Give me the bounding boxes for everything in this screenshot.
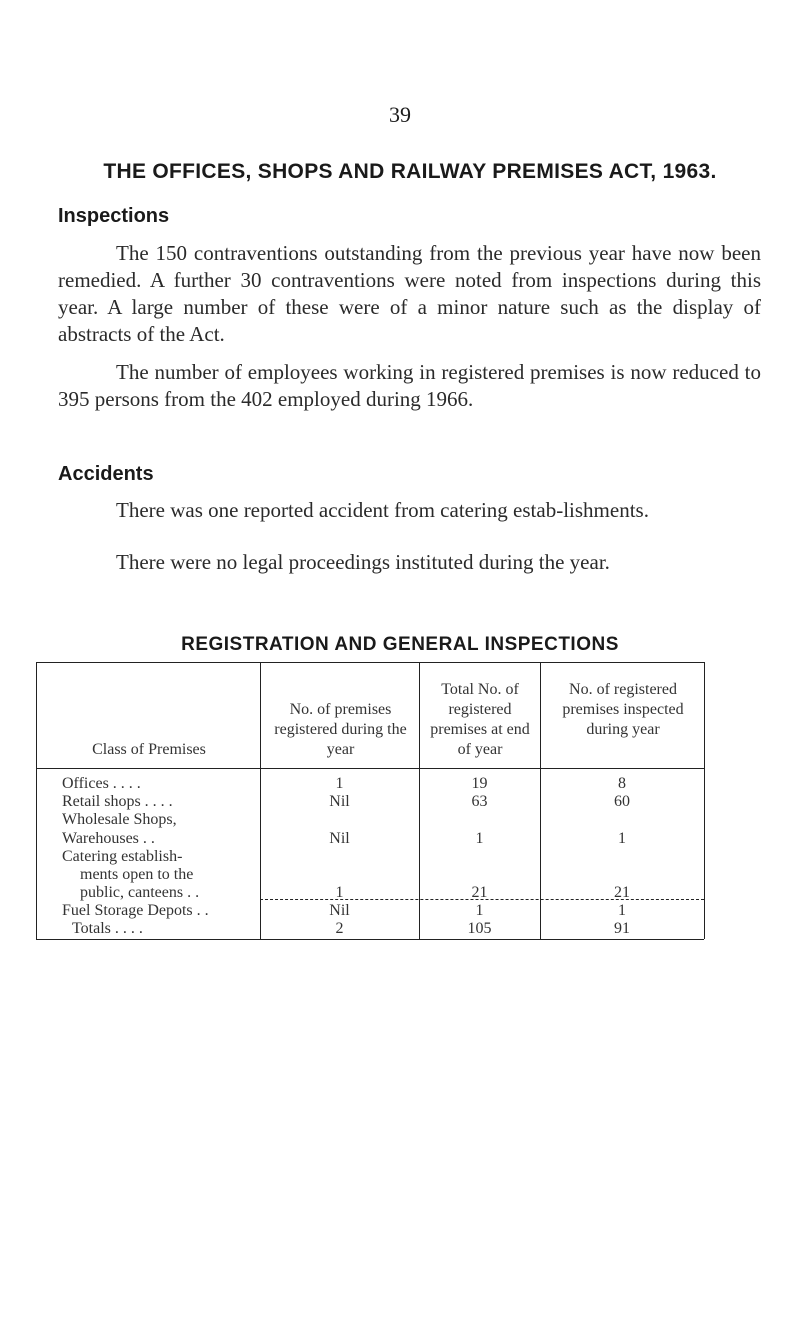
row-registered-value: 1: [335, 884, 344, 901]
page-title: THE OFFICES, SHOPS AND RAILWAY PREMISES ACT, 1963.: [103, 160, 717, 183]
totals-total-value: 105: [467, 920, 492, 937]
row-class-label: Wholesale Shops,: [62, 811, 177, 828]
totals-inspected-value: 91: [614, 920, 630, 937]
row-registered-value: Nil: [329, 902, 350, 919]
table-bottom-rule: [36, 939, 704, 940]
row-class-label: public, canteens . .: [80, 884, 200, 901]
table-title: REGISTRATION AND GENERAL INSPECTIONS: [181, 634, 619, 655]
table-header-rule: [36, 768, 704, 769]
table-col-rule-3: [540, 662, 541, 939]
header-registered-during-year: No. of premises registered during the year: [274, 701, 407, 758]
row-class-label: Retail shops . . . .: [62, 793, 173, 810]
table-left-rule: [36, 662, 37, 939]
page-number: 39: [389, 102, 411, 127]
row-inspected-value: 1: [618, 830, 626, 847]
row-class-label: Fuel Storage Depots . .: [62, 902, 209, 919]
row-registered-value: Nil: [329, 830, 350, 847]
inspections-paragraph-1: The 150 contraventions outstanding from the previous year have now been remedied. A further 30 contraventions were noted from inspections during this year. A large number of these were of a minor nature such as the display of abstracts of the Act.: [58, 241, 761, 346]
row-class-label: ments open to the: [80, 866, 194, 883]
table-right-rule: [704, 662, 705, 939]
inspections-paragraph-2: The number of employees working in registered premises is now reduced to 395 persons from the 402 employed during 1966.: [58, 360, 761, 411]
row-registered-value: 1: [335, 775, 344, 792]
totals-label: Totals . . . .: [72, 920, 143, 937]
totals-registered-value: 2: [335, 920, 344, 937]
row-class-label: Warehouses . .: [62, 830, 155, 847]
row-inspected-value: 60: [614, 793, 630, 810]
row-total-value: 21: [471, 884, 488, 901]
row-total-value: 63: [471, 793, 488, 810]
row-class-label: Catering establish-: [62, 848, 183, 865]
row-class-label: Offices . . . .: [62, 775, 141, 792]
header-inspected-during-year: No. of registered premises inspected during year: [562, 681, 684, 738]
row-total-value: 19: [471, 775, 488, 792]
header-class-of-premises: Class of Premises: [92, 741, 206, 758]
table-col-rule-2: [419, 662, 420, 939]
row-inspected-value: 1: [618, 902, 626, 919]
accidents-paragraph-2: There were no legal proceedings instituted during the year.: [116, 550, 610, 574]
header-total-registered: Total No. of registered premises at end of year: [430, 681, 530, 758]
row-registered-value: Nil: [329, 793, 350, 810]
table-top-rule: [36, 662, 704, 663]
accidents-heading: Accidents: [58, 463, 154, 485]
row-inspected-value: 8: [618, 775, 626, 792]
table-col-rule-1: [260, 662, 261, 939]
row-total-value: 1: [475, 830, 484, 847]
row-inspected-value: 21: [614, 884, 630, 901]
row-total-value: 1: [475, 902, 484, 919]
inspections-heading: Inspections: [58, 205, 170, 227]
accidents-paragraph-1: There was one reported accident from catering estab-lishments.: [116, 498, 649, 522]
